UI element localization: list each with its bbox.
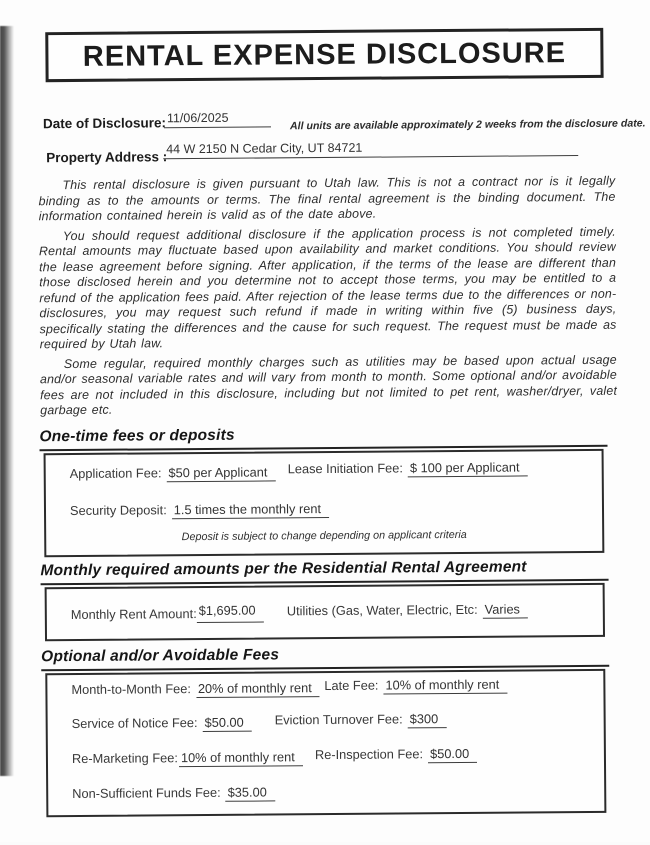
section-heading-one-time-fees: One-time fees or deposits xyxy=(39,424,607,451)
paragraph-utah-law: This rental disclosure is given pursuant to Utah law. This is not a contract nor is it legally binding as to the amounts or terms. The final rental agreement is the binding document. The information contained herein is valid as of the date above. xyxy=(38,173,616,224)
re-marketing-fee-item xyxy=(72,749,303,766)
eviction-turnover-fee-item xyxy=(275,711,447,727)
month-to-month-fee-label: Month-to-Month Fee: xyxy=(71,681,191,698)
re-inspection-fee-item xyxy=(315,746,477,762)
re-marketing-fee-label: Re-Marketing Fee: xyxy=(71,750,178,767)
utilities-value: Varies xyxy=(483,601,528,618)
date-of-disclosure-value: 11/06/2025 xyxy=(164,110,271,128)
paragraph-additional-disclosure: You should request additional disclosure if the application process is not completed timely. Rental amounts may fluctuate based upon availability and market conditions. You should review the lease agreement before signing. After application, if the terms of the lease are different than those disclosed herein and you determine not to accept those terms, you may be entitled to a refund of the application fees paid. After rejection of the lease terms due to the differences or non-disclosures, you may request such refund if made in writing within five (5) business days, specifically stating the differences and the cause for such request. The request must be made as required by Utah law. xyxy=(38,224,617,352)
paragraph-monthly-charges: Some regular, required monthly charges such as utilities may be based upon actual usage and/or seasonal variable rates and will vary from month to month. Some optional and/or avoidable fees are not included in this disclosure, including but not limited to pet rent, washer/dryer, valet garbage etc. xyxy=(39,352,618,418)
re-inspection-fee-label: Re-Inspection Fee: xyxy=(314,746,424,763)
late-fee-label: Late Fee: xyxy=(324,677,379,694)
document-title-box xyxy=(45,28,603,82)
lease-initiation-fee-item xyxy=(288,459,528,476)
service-of-notice-fee-label: Service of Notice Fee: xyxy=(71,715,198,732)
lease-initiation-fee-label: Lease Initiation Fee: xyxy=(287,460,403,477)
nsf-fee-value: $35.00 xyxy=(226,784,275,801)
late-fee-value: 10% of monthly rent xyxy=(383,677,507,695)
nsf-fee-label: Non-Sufficient Funds Fee: xyxy=(72,784,221,802)
monthly-rent-value: $1,695.00 xyxy=(197,603,264,624)
monthly-rent-item xyxy=(70,602,264,623)
optional-fees-box xyxy=(45,669,606,817)
security-deposit-item xyxy=(70,501,329,518)
lease-initiation-fee-value: $ 100 per Applicant xyxy=(408,459,528,477)
security-deposit-value: 1.5 times the monthly rent xyxy=(172,501,329,519)
re-inspection-fee-value: $50.00 xyxy=(428,746,477,763)
security-deposit-label: Security Deposit: xyxy=(69,502,167,519)
date-of-disclosure-label: Date of Disclosure: xyxy=(42,115,167,132)
month-to-month-fee-item xyxy=(71,680,319,697)
service-of-notice-fee-value: $50.00 xyxy=(203,715,252,732)
section-heading-optional-fees: Optional and/or Avoidable Fees xyxy=(41,644,609,671)
month-to-month-fee-value: 20% of monthly rent xyxy=(196,680,320,698)
monthly-amounts-box xyxy=(45,583,605,641)
application-fee-label: Application Fee: xyxy=(69,465,162,482)
application-fee-value: $50 per Applicant xyxy=(166,464,275,482)
section-heading-monthly-amounts: Monthly required amounts per the Residential Rental Agreement xyxy=(40,558,608,585)
one-time-fees-box xyxy=(44,449,605,557)
service-of-notice-fee-item xyxy=(72,715,252,731)
monthly-rent-label: Monthly Rent Amount: xyxy=(70,606,197,623)
property-address-label: Property Address : xyxy=(46,149,168,166)
nsf-fee-item xyxy=(72,784,275,801)
utilities-label: Utilities (Gas, Water, Electric, Etc: xyxy=(286,601,478,619)
eviction-turnover-fee-label: Eviction Turnover Fee: xyxy=(274,711,403,728)
disclosure-body xyxy=(38,174,617,427)
eviction-turnover-fee-value: $300 xyxy=(408,711,447,728)
utilities-item xyxy=(287,601,528,618)
document-title: RENTAL EXPENSE DISCLOSURE xyxy=(82,36,567,73)
property-address-value: 44 W 2150 N Cedar City, UT 84721 xyxy=(163,139,578,159)
deposit-criteria-note: Deposit is subject to change depending on applicant criteria xyxy=(181,528,467,544)
availability-note: All units are available approximately 2 weeks from the disclosure date. xyxy=(289,117,646,133)
application-fee-item xyxy=(70,464,276,481)
late-fee-item xyxy=(324,677,507,693)
re-marketing-fee-value: 10% of monthly rent xyxy=(179,749,303,767)
